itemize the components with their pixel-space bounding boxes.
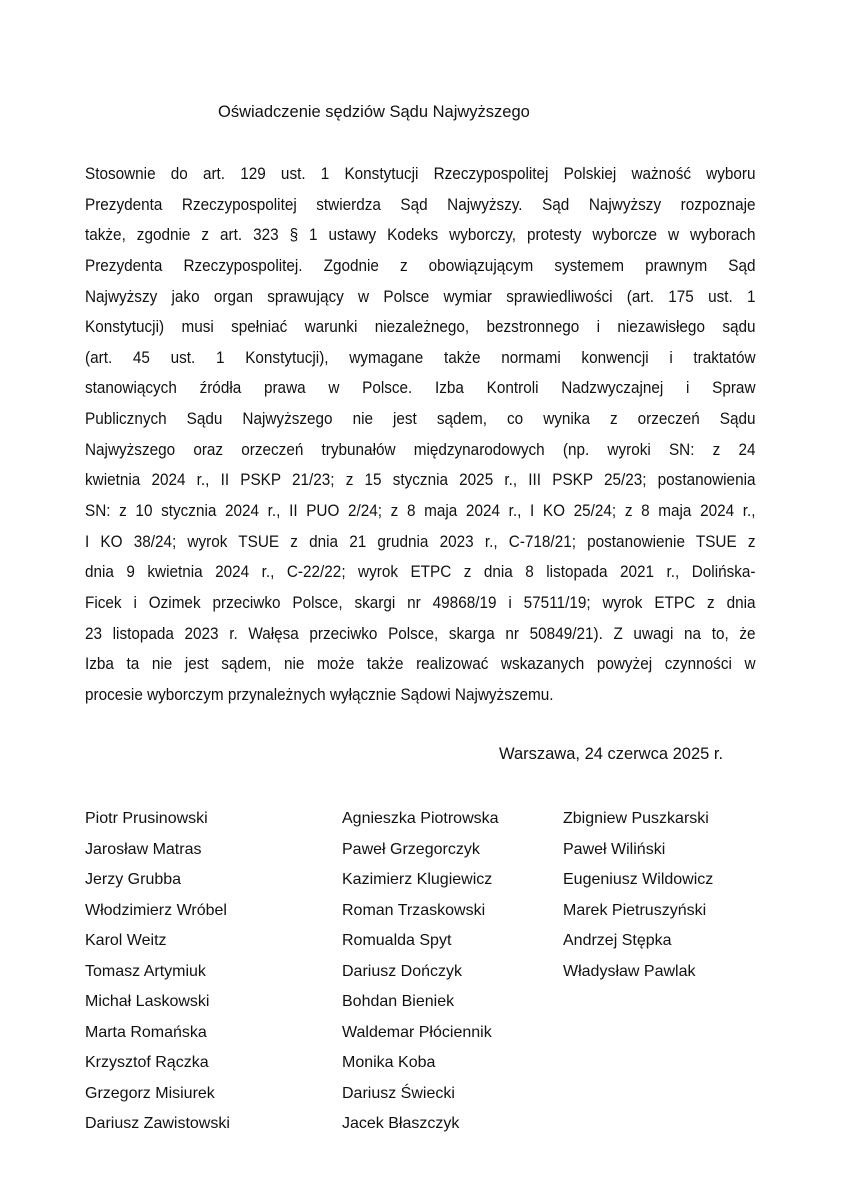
- signatory-name: Monika Koba: [342, 1054, 436, 1071]
- signatory-name: Zbigniew Puszkarski: [563, 810, 709, 827]
- signatory-name: Piotr Prusinowski: [85, 810, 208, 827]
- paragraph-line: także, zgodnie z art. 323 § 1 ustawy Kodeks wyborczy, protesty wyborcze w wyborach: [85, 225, 756, 245]
- paragraph-line: Najwyższy jako organ sprawujący w Polsce wymiar sprawiedliwości (art. 175 ust. 1: [85, 286, 756, 306]
- signatories-column-2: [342, 808, 499, 1144]
- signatory-name: Agnieszka Piotrowska: [342, 810, 499, 827]
- signatory-name: Waldemar Płóciennik: [342, 1023, 492, 1041]
- paragraph-line: Konstytucji) musi spełniać warunki niezależnego, bezstronnego i niezawisłego sądu: [85, 317, 756, 337]
- signatory-name: Władysław Pawlak: [563, 962, 696, 980]
- paragraph-line: Prezydenta Rzeczypospolitej stwierdza Sąd Najwyższy. Sąd Najwyższy rozpoznaje: [85, 194, 756, 214]
- signatory-name: Bohdan Bieniek: [342, 993, 455, 1010]
- paragraph-line: Stosownie do art. 129 ust. 1 Konstytucji Rzeczypospolitej Polskiej ważność wyboru: [85, 164, 756, 183]
- paragraph-line: kwietnia 2024 r., II PSKP 21/23; z 15 stycznia 2025 r., III PSKP 25/23; postanowienia: [85, 470, 756, 490]
- signatory-name: Eugeniusz Wildowicz: [563, 871, 714, 888]
- paragraph-line: dnia 9 kwietnia 2024 r., C-22/22; wyrok ETPC z dnia 8 listopada 2021 r., Dolińska-: [85, 562, 756, 582]
- signatory-name: Romualda Spyt: [342, 932, 452, 949]
- signatories-column-1: [85, 808, 230, 1144]
- paragraph-line: Ficek i Ozimek przeciwko Polsce, skargi nr 49868/19 i 57511/19; wyrok ETPC z dnia: [85, 592, 756, 612]
- paragraph-line: Izba ta nie jest sądem, nie może także realizować wskazanych powyżej czynności w: [85, 654, 756, 674]
- signatory-name: Jacek Błaszczyk: [342, 1115, 460, 1132]
- paragraph-line: I KO 38/24; wyrok TSUE z dnia 21 grudnia 2023 r., C-718/21; postanowienie TSUE z: [85, 531, 756, 551]
- signatory-name: Dariusz Zawistowski: [85, 1115, 230, 1132]
- paragraph-line: stanowiących źródła prawa w Polsce. Izba Kontroli Nadzwyczajnej i Spraw: [85, 378, 756, 398]
- signatory-name: Paweł Wiliński: [563, 840, 666, 858]
- signatory-name: Krzysztof Rączka: [85, 1054, 209, 1071]
- signatory-name: Grzegorz Misiurek: [85, 1084, 215, 1102]
- signatory-name: Jerzy Grubba: [85, 871, 182, 888]
- statement-paragraph: [85, 162, 830, 714]
- signatory-name: Dariusz Świecki: [342, 1084, 455, 1102]
- signatory-name: Włodzimierz Wróbel: [85, 901, 227, 919]
- place-and-date: Warszawa, 24 czerwca 2025 r.: [499, 745, 724, 763]
- paragraph-line: (art. 45 ust. 1 Konstytucji), wymagane także normami konwencji i traktatów: [85, 347, 756, 367]
- signatory-name: Michał Laskowski: [85, 993, 210, 1010]
- paragraph-line: procesie wyborczym przynależnych wyłącznie Sądowi Najwyższemu.: [85, 684, 554, 704]
- paragraph-line: Najwyższego oraz orzeczeń trybunałów międzynarodowych (np. wyroki SN: z 24: [85, 439, 756, 459]
- signatory-name: Jarosław Matras: [85, 840, 202, 858]
- signatory-name: Karol Weitz: [85, 932, 167, 949]
- signatories-column-3: [563, 808, 713, 991]
- paragraph-line: 23 listopada 2023 r. Wałęsa przeciwko Polsce, skarga nr 50849/21). Z uwagi na to, że: [85, 623, 756, 643]
- signatory-name: Roman Trzaskowski: [342, 901, 486, 919]
- paragraph-line: Publicznych Sądu Najwyższego nie jest sądem, co wynika z orzeczeń Sądu: [85, 409, 756, 429]
- signatory-name: Tomasz Artymiuk: [85, 962, 206, 980]
- signatory-name: Marta Romańska: [85, 1023, 207, 1041]
- paragraph-line: SN: z 10 stycznia 2024 r., II PUO 2/24; z 8 maja 2024 r., I KO 25/24; z 8 maja 2024 r.,: [85, 501, 756, 521]
- paragraph-line: Prezydenta Rzeczypospolitej. Zgodnie z obowiązującym systemem prawnym Sąd: [85, 255, 756, 275]
- signatory-name: Kazimierz Klugiewicz: [342, 871, 493, 888]
- signatory-name: Marek Pietruszyński: [563, 901, 707, 919]
- document-title: Oświadczenie sędziów Sądu Najwyższego: [218, 103, 530, 121]
- signatory-name: Andrzej Stępka: [563, 932, 672, 949]
- signatory-name: Dariusz Dończyk: [342, 962, 463, 980]
- signatory-name: Paweł Grzegorczyk: [342, 840, 480, 858]
